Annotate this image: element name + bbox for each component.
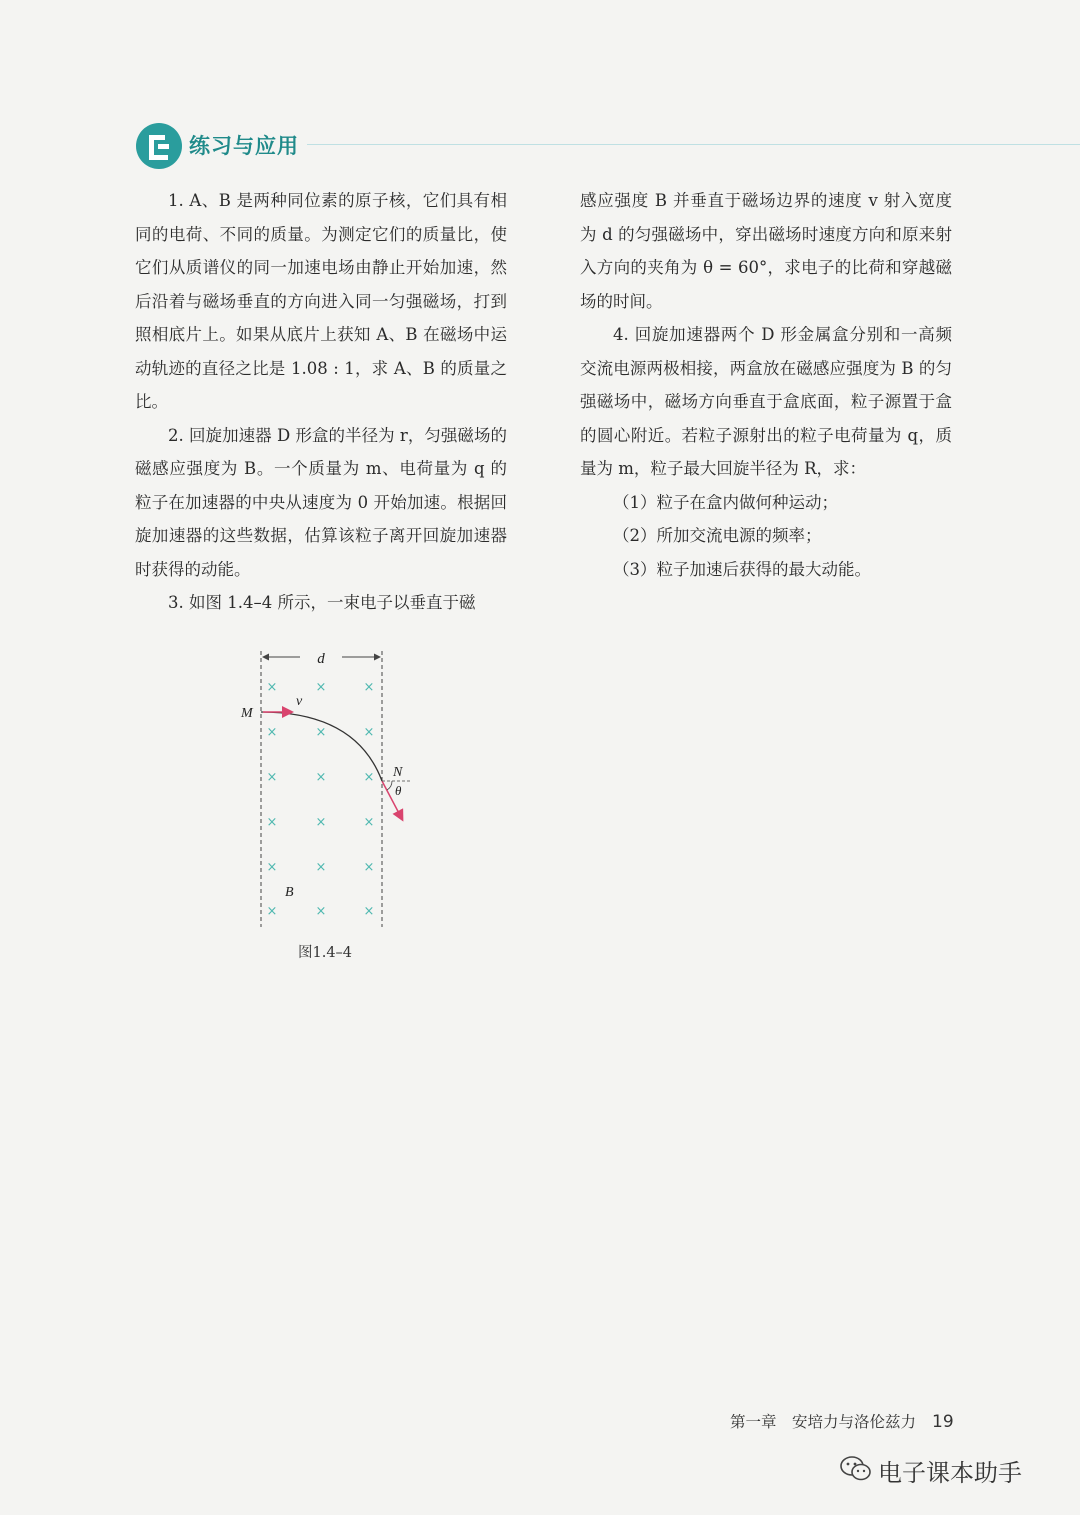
cross: × bbox=[266, 904, 278, 919]
wechat-icon bbox=[838, 1453, 874, 1485]
question-4-item-3: （3）粒子加速后获得的最大动能。 bbox=[613, 559, 871, 579]
header-divider bbox=[307, 144, 1080, 145]
chapter-title: 第一章 安培力与洛伦兹力 bbox=[730, 1413, 917, 1431]
cross: × bbox=[266, 770, 278, 785]
exercise-icon bbox=[135, 122, 183, 170]
left-column bbox=[135, 184, 507, 620]
cross: × bbox=[315, 725, 327, 740]
question-4: 4. 回旋加速器两个 D 形金属盒分别和一高频交流电源两极相接，两盒放在磁感应强度为 B 的匀强磁场中，磁场方向垂直于盒底面，粒子源置于盒的圆心附近。若粒子源射出的粒子电荷量为 q，质量为 m，粒子最大回旋半径为 R，求： bbox=[580, 325, 952, 478]
question-1: 1. A、B 是两种同位素的原子核，它们具有相同的电荷、不同的质量。为测定它们的质量比，使它们从质谱仪的同一加速电场由静止开始加速，然后沿着与磁场垂直的方向进入同一匀强磁场，打到照相底片上。如果从底片上获知 A、B 在磁场中运动轨迹的直径之比是 1.08 : 1，求 A、B 的质量之比。 bbox=[135, 191, 507, 411]
magnetic-field-diagram bbox=[236, 645, 426, 970]
cross: × bbox=[315, 904, 327, 919]
label-N: N bbox=[393, 765, 403, 780]
cross: × bbox=[315, 770, 327, 785]
right-column bbox=[580, 184, 952, 586]
question-4-item-1: （1）粒子在盒内做何种运动； bbox=[613, 492, 838, 512]
cross: × bbox=[363, 860, 375, 875]
cross: × bbox=[363, 815, 375, 830]
cross: × bbox=[266, 680, 278, 695]
cross: × bbox=[266, 815, 278, 830]
label-M: M bbox=[241, 706, 253, 721]
angle-arc bbox=[387, 781, 392, 790]
label-B: B bbox=[285, 885, 294, 900]
question-2: 2. 回旋加速器 D 形盒的半径为 r，匀强磁场的磁感应强度为 B。一个质量为 m、电荷量为 q 的粒子在加速器的中央从速度为 0 开始加速。根据回旋加速器的这些数据，估算该粒子离开回旋加速器时获得的动能。 bbox=[135, 425, 507, 579]
question-4-item-2: （2）所加交流电源的频率； bbox=[613, 526, 822, 545]
cross: × bbox=[266, 725, 278, 740]
field-crosses bbox=[267, 680, 375, 919]
page-footer bbox=[730, 1410, 954, 1432]
cross: × bbox=[266, 860, 278, 875]
question-3-continuation: 感应强度 B 并垂直于磁场边界的速度 v 射入宽度为 d 的匀强磁场中，穿出磁场时速度方向和原来射入方向的夹角为 θ = 60°，求电子的比荷和穿越磁场的时间。 bbox=[580, 191, 952, 311]
label-theta: θ bbox=[395, 783, 402, 798]
question-3-start: 3. 如图 1.4–4 所示，一束电子以垂直于磁 bbox=[168, 593, 476, 612]
cross: × bbox=[363, 904, 375, 919]
label-d: d bbox=[317, 651, 325, 667]
figure-caption: 图1.4–4 bbox=[298, 945, 353, 961]
cross: × bbox=[363, 770, 375, 785]
page-number: 19 bbox=[932, 1412, 954, 1432]
cross: × bbox=[315, 815, 327, 830]
cross: × bbox=[315, 860, 327, 875]
cross: × bbox=[315, 680, 327, 695]
cross: × bbox=[363, 725, 375, 740]
section-header bbox=[135, 122, 1080, 172]
cross: × bbox=[363, 680, 375, 695]
watermark-text: 电子课本助手 bbox=[878, 1459, 1022, 1487]
section-title: 练习与应用 bbox=[189, 134, 299, 158]
label-v: v bbox=[296, 694, 303, 709]
